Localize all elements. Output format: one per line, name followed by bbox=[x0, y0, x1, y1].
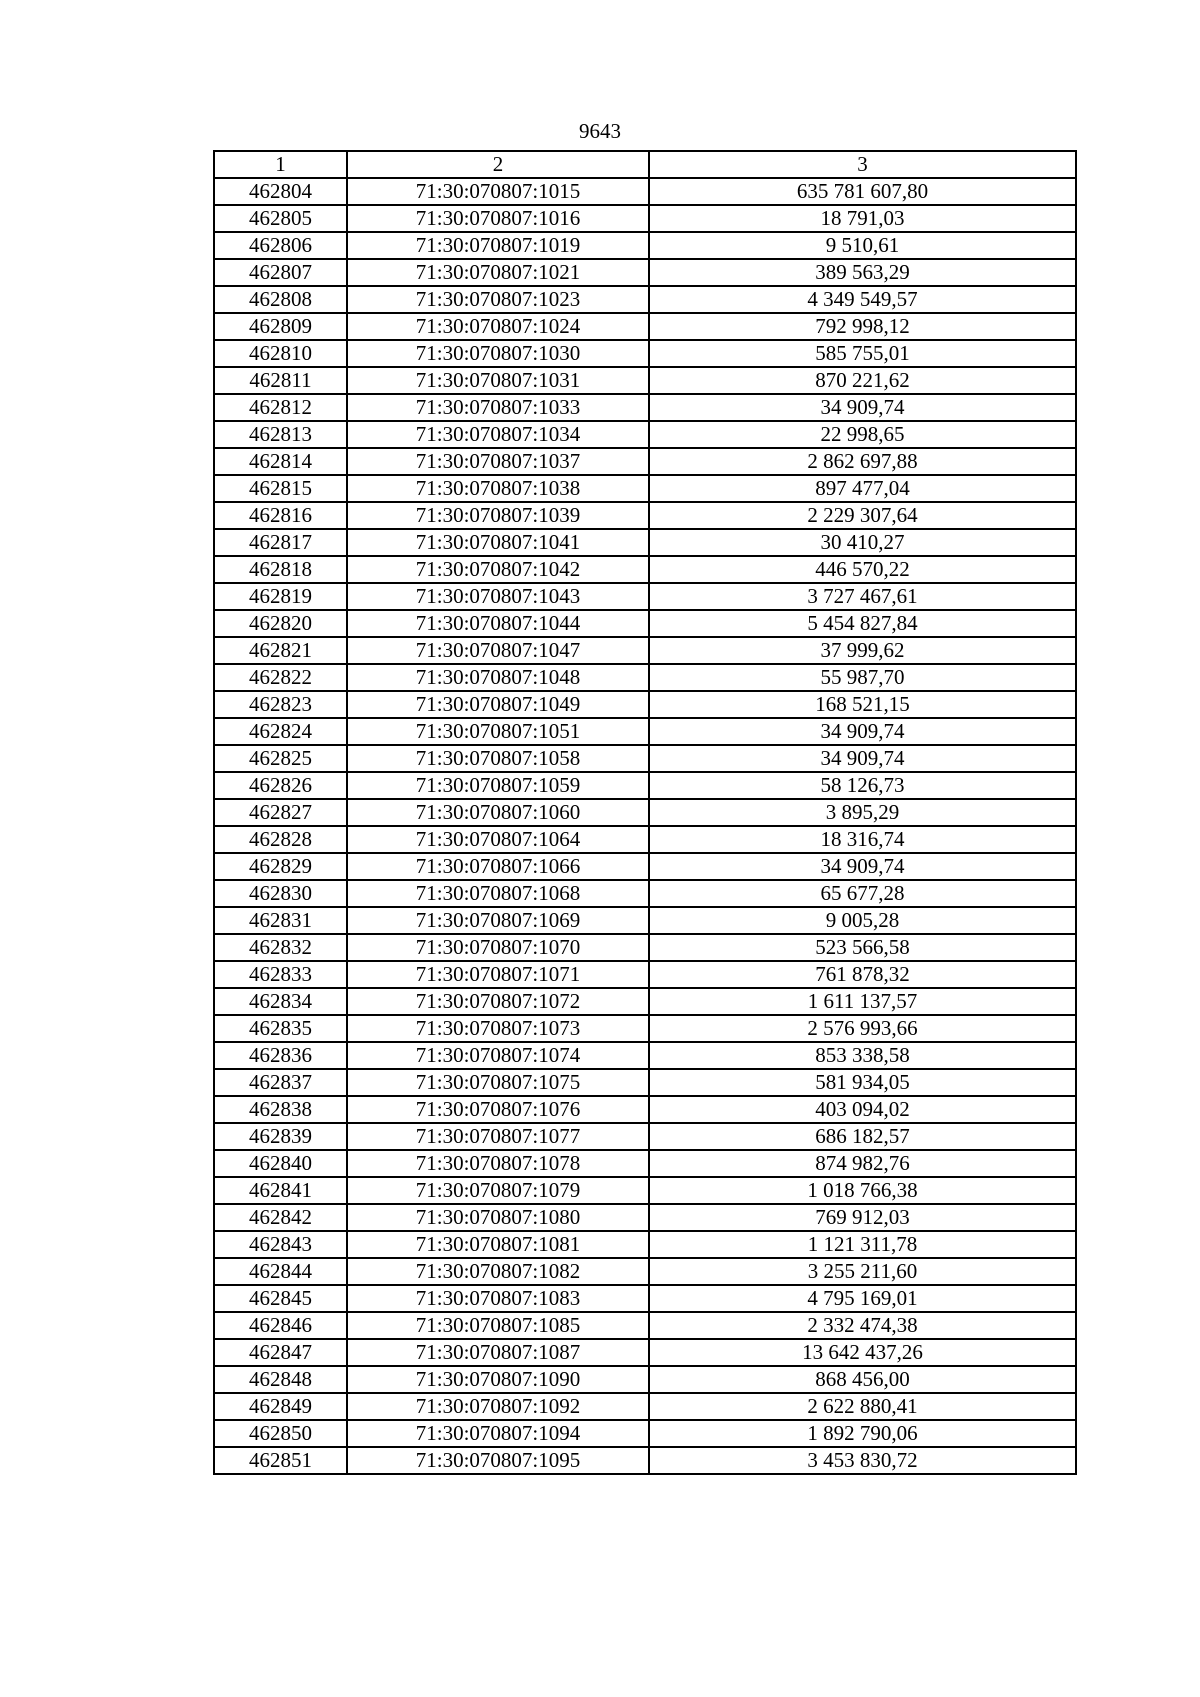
cadastral-number-cell: 71:30:070807:1075 bbox=[347, 1069, 649, 1096]
row-number-cell: 462840 bbox=[214, 1150, 347, 1177]
row-number-cell: 462843 bbox=[214, 1231, 347, 1258]
header-row bbox=[214, 151, 1076, 178]
table-row bbox=[214, 1393, 1076, 1420]
table-row bbox=[214, 1285, 1076, 1312]
cadastral-value-cell: 446 570,22 bbox=[649, 556, 1076, 583]
cadastral-value-cell: 870 221,62 bbox=[649, 367, 1076, 394]
cadastral-number-cell: 71:30:070807:1037 bbox=[347, 448, 649, 475]
row-number-cell: 462819 bbox=[214, 583, 347, 610]
cadastral-number-cell: 71:30:070807:1073 bbox=[347, 1015, 649, 1042]
cadastral-value-cell: 55 987,70 bbox=[649, 664, 1076, 691]
row-number-cell: 462807 bbox=[214, 259, 347, 286]
cadastral-value-cell: 2 622 880,41 bbox=[649, 1393, 1076, 1420]
row-number-cell: 462812 bbox=[214, 394, 347, 421]
row-number-cell: 462832 bbox=[214, 934, 347, 961]
cadastral-number-cell: 71:30:070807:1079 bbox=[347, 1177, 649, 1204]
table-row bbox=[214, 1312, 1076, 1339]
cadastral-number-cell: 71:30:070807:1021 bbox=[347, 259, 649, 286]
row-number-cell: 462830 bbox=[214, 880, 347, 907]
table-row bbox=[214, 1123, 1076, 1150]
cadastral-number-cell: 71:30:070807:1039 bbox=[347, 502, 649, 529]
row-number-cell: 462809 bbox=[214, 313, 347, 340]
table-row bbox=[214, 610, 1076, 637]
cadastral-number-cell: 71:30:070807:1031 bbox=[347, 367, 649, 394]
cadastral-value-cell: 168 521,15 bbox=[649, 691, 1076, 718]
table-body bbox=[214, 151, 1076, 1474]
table-row bbox=[214, 556, 1076, 583]
row-number-cell: 462806 bbox=[214, 232, 347, 259]
row-number-cell: 462821 bbox=[214, 637, 347, 664]
cadastral-value-cell: 897 477,04 bbox=[649, 475, 1076, 502]
cadastral-value-cell: 4 349 549,57 bbox=[649, 286, 1076, 313]
cadastral-number-cell: 71:30:070807:1038 bbox=[347, 475, 649, 502]
cadastral-value-cell: 769 912,03 bbox=[649, 1204, 1076, 1231]
cadastral-value-cell: 853 338,58 bbox=[649, 1042, 1076, 1069]
cadastral-value-cell: 1 892 790,06 bbox=[649, 1420, 1076, 1447]
row-number-cell: 462822 bbox=[214, 664, 347, 691]
table-row bbox=[214, 232, 1076, 259]
table-row bbox=[214, 880, 1076, 907]
cadastral-number-cell: 71:30:070807:1049 bbox=[347, 691, 649, 718]
row-number-cell: 462836 bbox=[214, 1042, 347, 1069]
row-number-cell: 462833 bbox=[214, 961, 347, 988]
cadastral-value-cell: 18 791,03 bbox=[649, 205, 1076, 232]
table-row bbox=[214, 286, 1076, 313]
row-number-cell: 462827 bbox=[214, 799, 347, 826]
cadastral-number-cell: 71:30:070807:1064 bbox=[347, 826, 649, 853]
table-row bbox=[214, 988, 1076, 1015]
cadastral-number-cell: 71:30:070807:1081 bbox=[347, 1231, 649, 1258]
cadastral-number-cell: 71:30:070807:1048 bbox=[347, 664, 649, 691]
table-row bbox=[214, 637, 1076, 664]
cadastral-value-cell: 2 332 474,38 bbox=[649, 1312, 1076, 1339]
table-row bbox=[214, 1366, 1076, 1393]
cadastral-value-cell: 868 456,00 bbox=[649, 1366, 1076, 1393]
table-row bbox=[214, 313, 1076, 340]
cadastral-value-cell: 22 998,65 bbox=[649, 421, 1076, 448]
cadastral-value-cell: 34 909,74 bbox=[649, 745, 1076, 772]
cadastral-value-cell: 3 727 467,61 bbox=[649, 583, 1076, 610]
cadastral-value-cell: 13 642 437,26 bbox=[649, 1339, 1076, 1366]
cadastral-number-cell: 71:30:070807:1080 bbox=[347, 1204, 649, 1231]
row-number-cell: 462805 bbox=[214, 205, 347, 232]
cadastral-value-cell: 58 126,73 bbox=[649, 772, 1076, 799]
table-row bbox=[214, 178, 1076, 205]
cadastral-number-cell: 71:30:070807:1072 bbox=[347, 988, 649, 1015]
cadastral-number-cell: 71:30:070807:1076 bbox=[347, 1096, 649, 1123]
table-row bbox=[214, 1339, 1076, 1366]
cadastral-number-cell: 71:30:070807:1023 bbox=[347, 286, 649, 313]
cadastral-value-cell: 34 909,74 bbox=[649, 394, 1076, 421]
cadastral-number-cell: 71:30:070807:1024 bbox=[347, 313, 649, 340]
header-cell-3: 3 bbox=[649, 151, 1076, 178]
row-number-cell: 462825 bbox=[214, 745, 347, 772]
table-row bbox=[214, 934, 1076, 961]
cadastral-value-cell: 3 453 830,72 bbox=[649, 1447, 1076, 1474]
table-row bbox=[214, 1231, 1076, 1258]
cadastral-value-cell: 34 909,74 bbox=[649, 853, 1076, 880]
row-number-cell: 462845 bbox=[214, 1285, 347, 1312]
cadastral-value-cell: 585 755,01 bbox=[649, 340, 1076, 367]
cadastral-number-cell: 71:30:070807:1058 bbox=[347, 745, 649, 772]
table-row bbox=[214, 907, 1076, 934]
row-number-cell: 462851 bbox=[214, 1447, 347, 1474]
cadastral-value-cell: 686 182,57 bbox=[649, 1123, 1076, 1150]
cadastral-number-cell: 71:30:070807:1085 bbox=[347, 1312, 649, 1339]
row-number-cell: 462811 bbox=[214, 367, 347, 394]
cadastral-number-cell: 71:30:070807:1090 bbox=[347, 1366, 649, 1393]
table-row bbox=[214, 1096, 1076, 1123]
table-row bbox=[214, 691, 1076, 718]
table-row bbox=[214, 1015, 1076, 1042]
cadastral-value-cell: 9 510,61 bbox=[649, 232, 1076, 259]
table-row bbox=[214, 340, 1076, 367]
table-row bbox=[214, 1150, 1076, 1177]
cadastral-value-cell: 792 998,12 bbox=[649, 313, 1076, 340]
cadastral-number-cell: 71:30:070807:1042 bbox=[347, 556, 649, 583]
cadastral-value-cell: 4 795 169,01 bbox=[649, 1285, 1076, 1312]
cadastral-value-cell: 389 563,29 bbox=[649, 259, 1076, 286]
table-row bbox=[214, 259, 1076, 286]
row-number-cell: 462844 bbox=[214, 1258, 347, 1285]
cadastral-value-cell: 3 255 211,60 bbox=[649, 1258, 1076, 1285]
header-cell-2: 2 bbox=[347, 151, 649, 178]
cadastral-number-cell: 71:30:070807:1047 bbox=[347, 637, 649, 664]
cadastral-value-cell: 1 018 766,38 bbox=[649, 1177, 1076, 1204]
cadastral-value-cell: 18 316,74 bbox=[649, 826, 1076, 853]
cadastral-value-cell: 874 982,76 bbox=[649, 1150, 1076, 1177]
cadastral-number-cell: 71:30:070807:1068 bbox=[347, 880, 649, 907]
row-number-cell: 462829 bbox=[214, 853, 347, 880]
row-number-cell: 462835 bbox=[214, 1015, 347, 1042]
cadastral-number-cell: 71:30:070807:1071 bbox=[347, 961, 649, 988]
row-number-cell: 462824 bbox=[214, 718, 347, 745]
cadastral-number-cell: 71:30:070807:1082 bbox=[347, 1258, 649, 1285]
row-number-cell: 462850 bbox=[214, 1420, 347, 1447]
cadastral-value-cell: 761 878,32 bbox=[649, 961, 1076, 988]
row-number-cell: 462831 bbox=[214, 907, 347, 934]
cadastral-number-cell: 71:30:070807:1030 bbox=[347, 340, 649, 367]
row-number-cell: 462804 bbox=[214, 178, 347, 205]
table-row bbox=[214, 1258, 1076, 1285]
row-number-cell: 462838 bbox=[214, 1096, 347, 1123]
row-number-cell: 462837 bbox=[214, 1069, 347, 1096]
cadastral-value-cell: 2 576 993,66 bbox=[649, 1015, 1076, 1042]
table-row bbox=[214, 1420, 1076, 1447]
cadastral-value-cell: 3 895,29 bbox=[649, 799, 1076, 826]
cadastral-value-cell: 2 862 697,88 bbox=[649, 448, 1076, 475]
table-row bbox=[214, 664, 1076, 691]
cadastral-value-cell: 523 566,58 bbox=[649, 934, 1076, 961]
cadastral-number-cell: 71:30:070807:1051 bbox=[347, 718, 649, 745]
table-row bbox=[214, 475, 1076, 502]
row-number-cell: 462847 bbox=[214, 1339, 347, 1366]
row-number-cell: 462848 bbox=[214, 1366, 347, 1393]
table-row bbox=[214, 448, 1076, 475]
cadastral-number-cell: 71:30:070807:1059 bbox=[347, 772, 649, 799]
cadastral-number-cell: 71:30:070807:1044 bbox=[347, 610, 649, 637]
row-number-cell: 462818 bbox=[214, 556, 347, 583]
cadastral-number-cell: 71:30:070807:1094 bbox=[347, 1420, 649, 1447]
table-row bbox=[214, 1177, 1076, 1204]
cadastral-value-cell: 403 094,02 bbox=[649, 1096, 1076, 1123]
row-number-cell: 462814 bbox=[214, 448, 347, 475]
cadastral-number-cell: 71:30:070807:1016 bbox=[347, 205, 649, 232]
cadastral-number-cell: 71:30:070807:1019 bbox=[347, 232, 649, 259]
row-number-cell: 462839 bbox=[214, 1123, 347, 1150]
row-number-cell: 462826 bbox=[214, 772, 347, 799]
cadastral-value-cell: 30 410,27 bbox=[649, 529, 1076, 556]
table-row bbox=[214, 853, 1076, 880]
cadastral-value-cell: 1 121 311,78 bbox=[649, 1231, 1076, 1258]
cadastral-number-cell: 71:30:070807:1034 bbox=[347, 421, 649, 448]
cadastral-number-cell: 71:30:070807:1095 bbox=[347, 1447, 649, 1474]
table-row bbox=[214, 367, 1076, 394]
row-number-cell: 462841 bbox=[214, 1177, 347, 1204]
cadastral-value-cell: 37 999,62 bbox=[649, 637, 1076, 664]
cadastral-value-cell: 65 677,28 bbox=[649, 880, 1076, 907]
cadastral-number-cell: 71:30:070807:1092 bbox=[347, 1393, 649, 1420]
cadastral-number-cell: 71:30:070807:1041 bbox=[347, 529, 649, 556]
table-row bbox=[214, 772, 1076, 799]
table-row bbox=[214, 826, 1076, 853]
cadastral-number-cell: 71:30:070807:1070 bbox=[347, 934, 649, 961]
table-row bbox=[214, 583, 1076, 610]
row-number-cell: 462842 bbox=[214, 1204, 347, 1231]
row-number-cell: 462817 bbox=[214, 529, 347, 556]
table-row bbox=[214, 1042, 1076, 1069]
table-row bbox=[214, 1447, 1076, 1474]
cadastral-value-cell: 581 934,05 bbox=[649, 1069, 1076, 1096]
table-row bbox=[214, 205, 1076, 232]
row-number-cell: 462823 bbox=[214, 691, 347, 718]
row-number-cell: 462834 bbox=[214, 988, 347, 1015]
page-number: 9643 bbox=[579, 119, 621, 143]
table-row bbox=[214, 394, 1076, 421]
cadastral-number-cell: 71:30:070807:1077 bbox=[347, 1123, 649, 1150]
table-row bbox=[214, 502, 1076, 529]
cadastral-value-cell: 9 005,28 bbox=[649, 907, 1076, 934]
table-row bbox=[214, 421, 1076, 448]
table-row bbox=[214, 529, 1076, 556]
cadastral-number-cell: 71:30:070807:1069 bbox=[347, 907, 649, 934]
row-number-cell: 462808 bbox=[214, 286, 347, 313]
cadastral-value-cell: 34 909,74 bbox=[649, 718, 1076, 745]
cadastral-value-cell: 2 229 307,64 bbox=[649, 502, 1076, 529]
cadastral-number-cell: 71:30:070807:1043 bbox=[347, 583, 649, 610]
row-number-cell: 462816 bbox=[214, 502, 347, 529]
cadastral-number-cell: 71:30:070807:1015 bbox=[347, 178, 649, 205]
table-row bbox=[214, 1069, 1076, 1096]
row-number-cell: 462815 bbox=[214, 475, 347, 502]
table-row bbox=[214, 745, 1076, 772]
cadastral-number-cell: 71:30:070807:1087 bbox=[347, 1339, 649, 1366]
row-number-cell: 462846 bbox=[214, 1312, 347, 1339]
row-number-cell: 462813 bbox=[214, 421, 347, 448]
table-row bbox=[214, 961, 1076, 988]
row-number-cell: 462810 bbox=[214, 340, 347, 367]
cadastral-number-cell: 71:30:070807:1033 bbox=[347, 394, 649, 421]
cadastral-number-cell: 71:30:070807:1074 bbox=[347, 1042, 649, 1069]
cadastral-value-cell: 5 454 827,84 bbox=[649, 610, 1076, 637]
cadastral-number-cell: 71:30:070807:1060 bbox=[347, 799, 649, 826]
row-number-cell: 462849 bbox=[214, 1393, 347, 1420]
table-row bbox=[214, 718, 1076, 745]
table-row bbox=[214, 799, 1076, 826]
table-row bbox=[214, 1204, 1076, 1231]
header-cell-1: 1 bbox=[214, 151, 347, 178]
cadastral-value-table bbox=[213, 150, 1077, 1475]
cadastral-number-cell: 71:30:070807:1078 bbox=[347, 1150, 649, 1177]
cadastral-number-cell: 71:30:070807:1066 bbox=[347, 853, 649, 880]
cadastral-value-cell: 635 781 607,80 bbox=[649, 178, 1076, 205]
cadastral-number-cell: 71:30:070807:1083 bbox=[347, 1285, 649, 1312]
row-number-cell: 462820 bbox=[214, 610, 347, 637]
cadastral-value-cell: 1 611 137,57 bbox=[649, 988, 1076, 1015]
row-number-cell: 462828 bbox=[214, 826, 347, 853]
